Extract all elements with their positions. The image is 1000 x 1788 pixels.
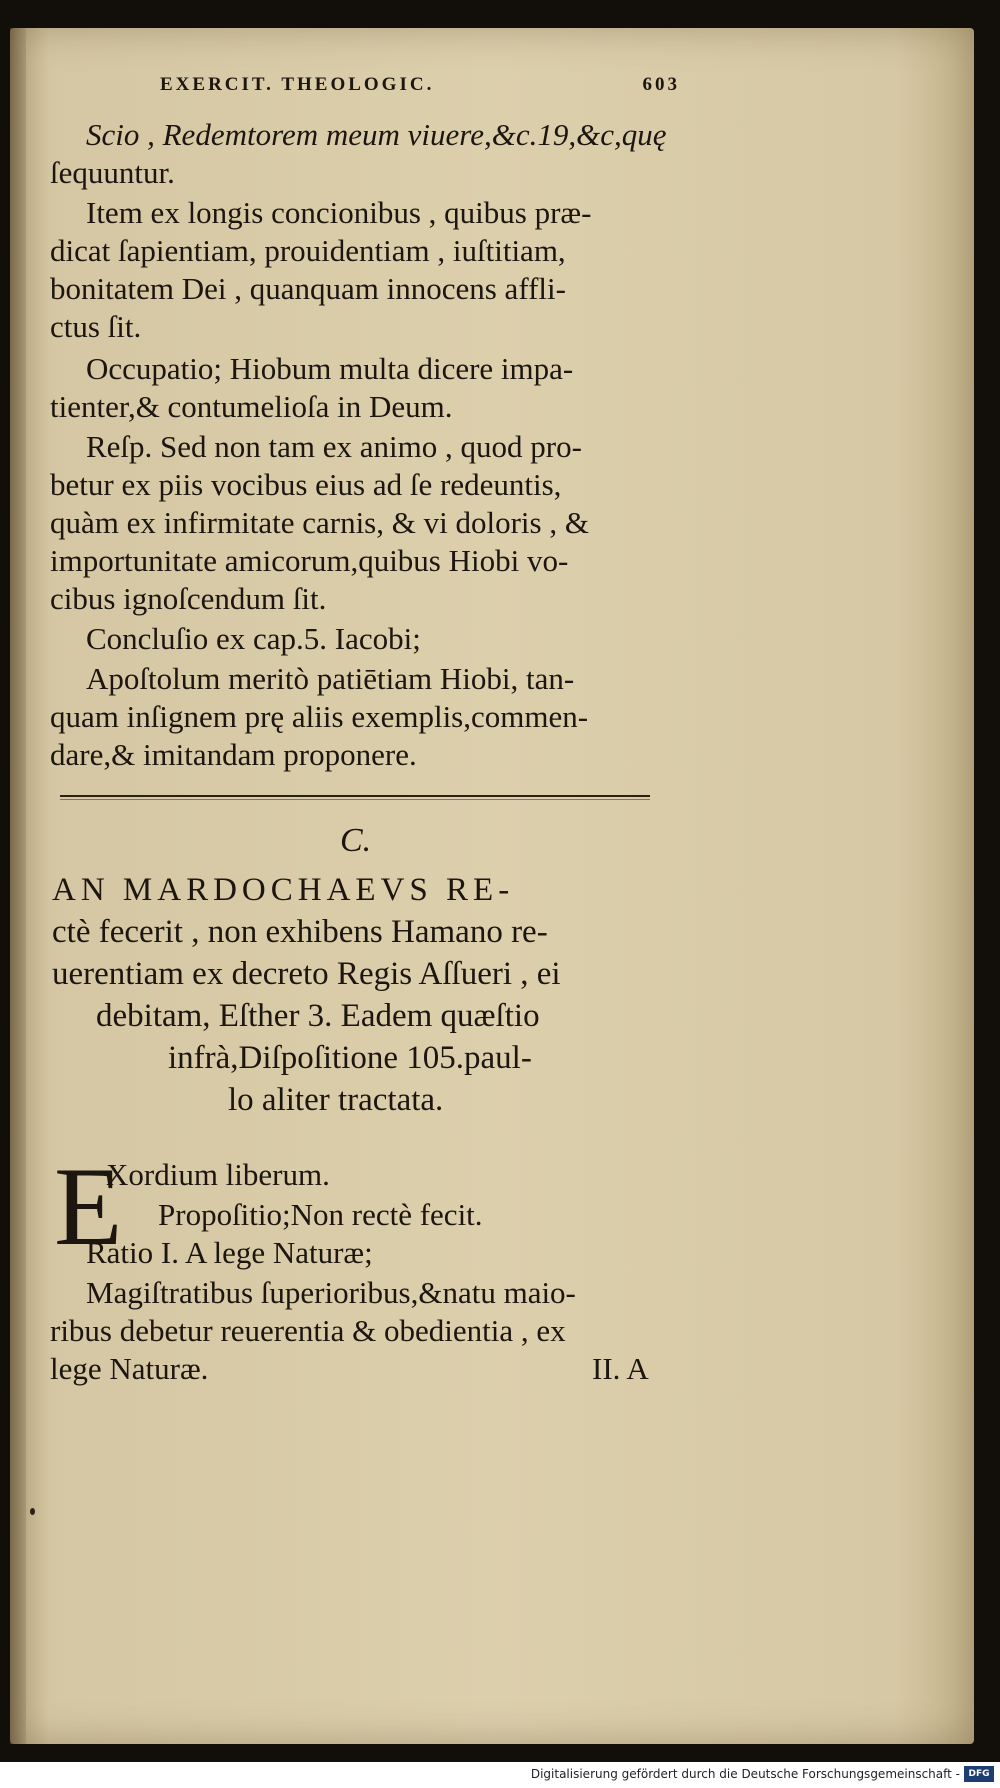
text-line: ribus debetur reuerentia & obedientia , ex bbox=[50, 1313, 566, 1348]
text-line: tienter,& contumelioſa in Deum. bbox=[50, 389, 453, 424]
text-line: Propoſitio;Non rectè fecit. bbox=[158, 1197, 483, 1232]
text-line: Scio , Redemtorem meum viuere,&c.19,&c,quę bbox=[86, 117, 667, 152]
footer-credit: Digitalisierung gefördert durch die Deutsche Forschungsgemeinschaft - bbox=[530, 1767, 960, 1781]
section-rule bbox=[60, 795, 650, 797]
heading-line: ctè fecerit , non exhibens Hamano re- bbox=[52, 914, 548, 950]
running-head bbox=[160, 74, 680, 96]
text-line: bonitatem Dei , quanquam innocens affli- bbox=[50, 271, 566, 306]
digitization-footer bbox=[0, 1762, 1000, 1788]
section-rule-thin bbox=[60, 799, 650, 800]
heading-line: AN MARDOCHAEVS RE- bbox=[52, 872, 515, 908]
text-line: lege Naturæ. bbox=[50, 1351, 209, 1386]
page-spine-shadow bbox=[10, 28, 26, 1744]
text-line: Magiſtratibus ſuperioribus,&natu maio- bbox=[86, 1275, 576, 1310]
text-line: dicat ſapientiam, prouidentiam , iuſtitiam, bbox=[50, 233, 566, 268]
heading-line: uerentiam ex decreto Regis Aſſueri , ei bbox=[52, 956, 561, 992]
text-line: Item ex longis concionibus , quibus præ- bbox=[86, 195, 592, 230]
text-line: Ratio I. A lege Naturæ; bbox=[86, 1235, 373, 1270]
dfg-logo: DFG bbox=[964, 1766, 994, 1782]
text-line: Apoſtolum meritò patiētiam Hiobi, tan- bbox=[86, 661, 575, 696]
heading-line: debitam, Eſther 3. Eadem quæſtio bbox=[96, 998, 540, 1034]
text-line: cibus ignoſcendum ſit. bbox=[50, 581, 327, 616]
section-number: C. bbox=[340, 822, 372, 859]
running-head-title: EXERCIT. THEOLOGIC. bbox=[160, 74, 435, 95]
text-line: ctus ſit. bbox=[50, 309, 142, 344]
text-line: quam inſignem prę aliis exemplis,commen- bbox=[50, 699, 589, 734]
text-line: Concluſio ex cap.5. Iacobi; bbox=[86, 621, 421, 656]
drop-initial: E bbox=[54, 1145, 123, 1269]
text-line: importunitate amicorum,quibus Hiobi vo- bbox=[50, 543, 569, 578]
catchword: II. A bbox=[592, 1351, 649, 1386]
page-number: 603 bbox=[642, 74, 680, 95]
text-line: quàm ex infirmitate carnis, & vi doloris , & bbox=[50, 505, 589, 540]
text-line: dare,& imitandam proponere. bbox=[50, 737, 417, 772]
text-line: ſequuntur. bbox=[50, 155, 175, 190]
heading-line: lo aliter tractata. bbox=[228, 1082, 444, 1118]
text-line: Reſp. Sed non tam ex animo , quod pro- bbox=[86, 429, 582, 464]
text-line: Xordium liberum. bbox=[106, 1157, 330, 1192]
ink-speck bbox=[30, 1508, 35, 1515]
text-line: Occupatio; Hiobum multa dicere impa- bbox=[86, 351, 574, 386]
text-line: betur ex piis vocibus eius ad ſe redeuntis, bbox=[50, 467, 562, 502]
heading-line: infrà,Diſpoſitione 105.paul- bbox=[168, 1040, 532, 1076]
